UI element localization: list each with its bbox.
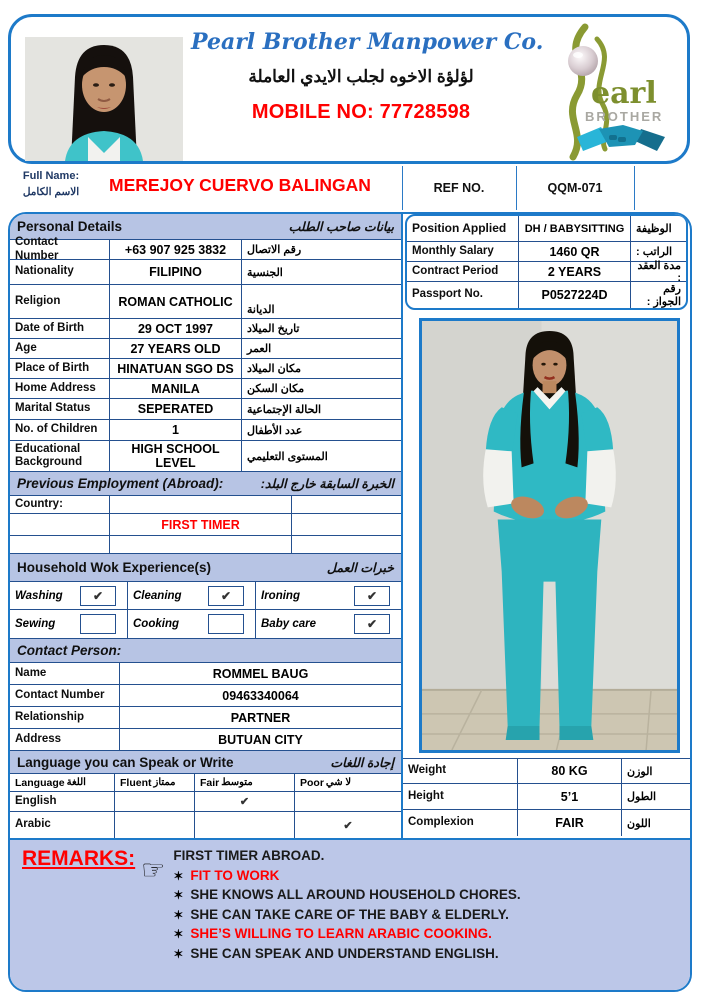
table-row — [10, 496, 401, 514]
household-experience-title-arabic: خبرات العمل — [326, 561, 394, 575]
skill-label: Cleaning — [133, 589, 182, 602]
field-value: 2 YEARS — [519, 262, 631, 281]
table-row — [10, 729, 401, 751]
field-label-arabic: المستوى التعليمي — [247, 450, 328, 463]
pointing-hand-icon: ☞ — [141, 855, 166, 885]
company-name: Pearl Brother Manpower Co. — [191, 29, 544, 55]
table-row — [10, 260, 401, 285]
language-row — [10, 792, 401, 812]
contact-person-title: Contact Person: — [17, 643, 122, 658]
arabic-poor-cell: ✔ — [343, 819, 353, 832]
ironing-checkbox: ✔ — [354, 586, 390, 606]
empty-cell — [110, 536, 292, 553]
svg-text:earl: earl — [591, 76, 657, 111]
washing-checkbox: ✔ — [80, 586, 116, 606]
table-row — [10, 582, 401, 610]
star-bullet-icon: ✶ — [173, 868, 184, 883]
previous-employment-title: Previous Employment (Abroad): — [17, 476, 224, 491]
table-row — [407, 262, 686, 282]
field-value: 09463340064 — [222, 688, 299, 703]
headshot-illustration — [25, 37, 183, 161]
field-label-arabic: مكان الميلاد — [247, 363, 302, 375]
table-row — [403, 784, 690, 810]
field-label: Name — [15, 666, 47, 679]
empty-cell — [292, 514, 401, 535]
field-value: 5’1 — [518, 784, 622, 809]
main-content-box — [8, 212, 692, 992]
field-value: BUTUAN CITY — [218, 732, 303, 747]
physical-table — [403, 758, 690, 836]
table-row — [10, 399, 401, 420]
mobile-number: MOBILE NO: 77728598 — [251, 101, 471, 123]
empty-cell — [110, 496, 292, 513]
field-label: Monthly Salary — [412, 244, 494, 257]
field-label-arabic: اللون — [627, 817, 651, 830]
household-experience-title: Household Wok Experience(s) — [17, 560, 212, 575]
col-header: Language — [15, 776, 65, 789]
remark-text: FIRST TIMER ABROAD. — [173, 848, 325, 863]
field-label-arabic: الجنسية — [247, 266, 283, 279]
col-header-ar: اللغة — [66, 777, 86, 788]
arabic-fluent-cell — [115, 812, 195, 838]
field-label: Date of Birth — [15, 321, 84, 334]
field-label: Passport No. — [412, 288, 483, 301]
svg-text:BROTHER: BROTHER — [585, 109, 664, 124]
field-label: Nationality — [15, 265, 74, 278]
field-label: Contact Number — [15, 236, 59, 262]
field-value: FILIPINO — [110, 260, 242, 284]
language-title-arabic: إجادة اللغات — [330, 755, 394, 770]
field-label: Marital Status — [15, 402, 91, 415]
field-label-arabic: رقم الاتصال — [247, 244, 302, 256]
applicant-fullbody-photo — [419, 318, 680, 753]
field-label: Relationship — [15, 710, 85, 723]
field-label: Home Address — [15, 381, 96, 394]
language-title: Language you can Speak or Write — [17, 754, 234, 770]
field-label: Address — [15, 732, 62, 745]
empty-cell — [292, 496, 401, 513]
star-bullet-icon: ✶ — [173, 927, 184, 941]
field-label-arabic: الوزن — [627, 765, 653, 778]
english-poor-cell — [295, 792, 401, 811]
table-row — [10, 359, 401, 379]
language-name: Arabic — [15, 818, 51, 831]
left-column — [10, 214, 403, 838]
field-value: 29 OCT 1997 — [110, 319, 242, 338]
company-logo — [539, 21, 679, 163]
full-name-label-ar: الاسم الكامل — [22, 185, 80, 198]
empty-cell — [292, 536, 401, 553]
personal-details-title-arabic: بيانات صاحب الطلب — [288, 220, 394, 234]
field-label: Place of Birth — [15, 361, 90, 374]
remark-item — [173, 887, 678, 902]
field-label-arabic: تاريخ الميلاد — [247, 323, 300, 335]
remark-text: SHE CAN TAKE CARE OF THE BABY & ELDERLY. — [190, 906, 509, 922]
language-header — [10, 751, 401, 774]
field-value: HINATUAN SGO DS — [110, 359, 242, 378]
field-value: DH / BABYSITTING — [519, 216, 631, 241]
remark-text: SHE CAN SPEAK AND UNDERSTAND ENGLISH. — [190, 945, 499, 961]
empty-cell — [10, 536, 110, 553]
field-label: No. of Children — [15, 423, 98, 436]
fullbody-illustration — [422, 321, 677, 750]
field-value: +63 907 925 3832 — [110, 240, 242, 259]
skill-label: Washing — [15, 589, 63, 602]
position-table — [405, 214, 688, 310]
household-experience-header — [10, 554, 401, 582]
remarks-section — [10, 838, 690, 990]
field-value: P0527224D — [519, 282, 631, 308]
first-timer-value: FIRST TIMER — [110, 514, 292, 535]
field-label: Height — [408, 789, 444, 802]
field-value: PARTNER — [230, 710, 291, 725]
field-value: 27 YEARS OLD — [110, 339, 242, 358]
babycare-checkbox: ✔ — [354, 614, 390, 634]
col-header: Poor — [300, 776, 324, 789]
company-name-arabic: لؤلؤة الاخوه لجلب الايدي العاملة — [248, 67, 474, 86]
remark-item — [173, 907, 678, 922]
header-box — [8, 14, 690, 164]
language-name: English — [15, 794, 57, 807]
field-label-arabic: الراتب : — [636, 246, 673, 258]
field-label: Religion — [15, 294, 61, 307]
pearl-brother-logo-icon — [539, 21, 679, 163]
table-row — [403, 810, 690, 836]
applicant-headshot-photo — [25, 37, 183, 161]
field-value: MANILA — [110, 379, 242, 398]
star-bullet-icon: ✶ — [173, 888, 184, 902]
field-label: Contact Number — [15, 688, 105, 701]
col-header: Fair — [200, 776, 220, 789]
skill-label: Baby care — [261, 618, 316, 630]
personal-details-title: Personal Details — [17, 219, 123, 234]
table-row — [10, 685, 401, 707]
field-label-arabic: الحالة الإجتماعية — [247, 403, 322, 416]
right-column — [403, 214, 690, 838]
table-row — [403, 758, 690, 784]
divider — [634, 166, 635, 210]
star-bullet-icon: ✶ — [173, 946, 184, 961]
table-row — [10, 319, 401, 339]
remark-text: SHE’S WILLING TO LEARN ARABIC COOKING. — [190, 926, 492, 941]
language-row — [10, 812, 401, 838]
contact-person-header — [10, 639, 401, 663]
table-row — [10, 420, 401, 441]
remark-item — [173, 946, 678, 961]
field-value: ROMMEL BAUG — [212, 666, 309, 681]
table-row — [10, 236, 401, 262]
table-row — [10, 536, 401, 554]
country-label: Country: — [15, 497, 63, 510]
table-row — [10, 441, 401, 472]
col-header: Fluent — [120, 776, 152, 789]
full-name-strip — [8, 166, 698, 210]
table-row — [10, 339, 401, 359]
field-value: 1460 QR — [519, 242, 631, 261]
ref-no-value: QQM-071 — [547, 181, 603, 195]
applicant-full-name: MEREJOY CUERVO BALINGAN — [109, 175, 371, 195]
arabic-fair-cell — [195, 812, 295, 838]
field-value: FAIR — [518, 810, 622, 836]
star-bullet-icon: ✶ — [173, 907, 184, 922]
field-label-arabic: مكان السكن — [247, 383, 305, 395]
field-label-arabic: مدة العقد : — [637, 260, 681, 284]
table-row — [407, 282, 686, 308]
field-label: Weight — [408, 764, 447, 777]
english-fluent-cell — [115, 792, 195, 811]
skill-label: Sewing — [15, 618, 56, 630]
table-row — [10, 379, 401, 399]
remark-text: FIT TO WORK — [190, 867, 280, 883]
field-label-arabic: الوظيفة — [636, 223, 672, 235]
table-row — [10, 663, 401, 685]
field-label-arabic: رقم الجواز : — [646, 283, 681, 308]
col-header-ar: لا شي — [325, 777, 352, 788]
field-value: ROMAN CATHOLIC — [110, 285, 242, 318]
previous-employment-title-arabic: الخبرة السابقة خارج البلد: — [260, 477, 394, 491]
empty-cell — [10, 514, 110, 535]
field-value: HIGH SCHOOL LEVEL — [110, 441, 242, 471]
remark-item — [173, 868, 678, 883]
field-label-arabic: العمر — [247, 343, 272, 355]
cooking-checkbox — [208, 614, 244, 634]
field-label: Age — [15, 341, 37, 354]
remark-item — [173, 926, 678, 941]
skill-label: Ironing — [261, 589, 300, 602]
table-row — [407, 216, 686, 242]
previous-employment-header — [10, 472, 401, 496]
field-value: 1 — [110, 420, 242, 440]
field-label-arabic: عدد الأطفال — [247, 424, 303, 437]
remark-item — [173, 848, 678, 863]
table-row — [10, 514, 401, 536]
table-row — [10, 707, 401, 729]
field-label-arabic: الطول — [627, 791, 657, 803]
sewing-checkbox — [80, 614, 116, 634]
field-value: SEPERATED — [110, 399, 242, 419]
skill-label: Cooking — [133, 618, 179, 630]
english-fair-cell: ✔ — [195, 792, 295, 811]
field-label: Position Applied — [412, 220, 507, 235]
field-value: 80 KG — [518, 759, 622, 783]
cleaning-checkbox: ✔ — [208, 586, 244, 606]
full-name-label — [18, 169, 84, 200]
remarks-title: REMARKS: — [22, 847, 136, 870]
col-header-ar: متوسط — [221, 777, 253, 788]
remark-text: SHE KNOWS ALL AROUND HOUSEHOLD CHORES. — [190, 887, 521, 902]
col-header-ar: ممتاز — [153, 777, 176, 788]
remarks-list — [173, 847, 678, 986]
table-row — [10, 285, 401, 319]
language-header-row — [10, 774, 401, 792]
field-label: Educational Background — [15, 442, 83, 468]
table-row — [10, 610, 401, 639]
full-name-label-en: Full Name: — [22, 170, 80, 182]
field-label-arabic: الديانة — [247, 304, 275, 316]
field-label: Contract Period — [412, 264, 499, 277]
field-label: Complexion — [408, 816, 474, 829]
ref-no-label: REF NO. — [433, 181, 485, 195]
handshake-icon — [577, 125, 665, 151]
